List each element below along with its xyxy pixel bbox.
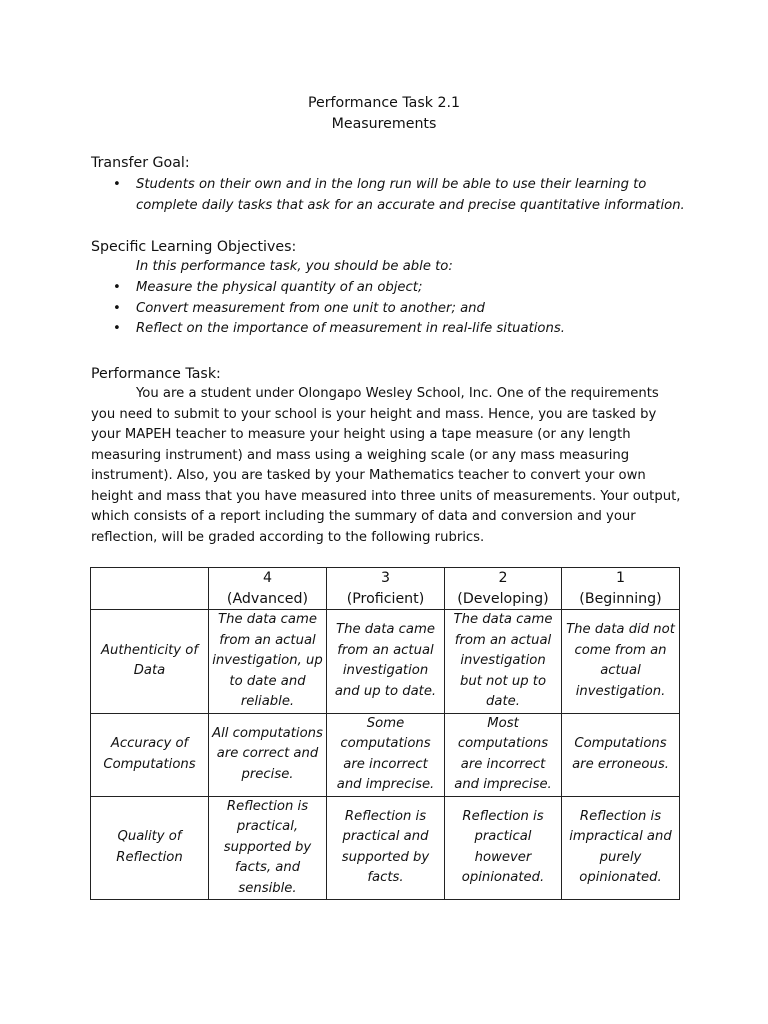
objectives-intro: In this performance task, you should be able to:: [136, 259, 453, 274]
objectives-list: [0, 278, 768, 340]
transfer-goal-text: Students on their own and in the long run will be able to use their learning to complete daily tasks that ask for an accurate and precise quantitative information.: [136, 177, 685, 213]
title-line-2: Measurements: [331, 116, 437, 132]
bullet-icon: •: [113, 300, 121, 316]
rubric-header-row: [91, 568, 680, 610]
level-number: 2: [498, 570, 508, 586]
transfer-goal-list: [0, 175, 768, 216]
rubric-cell: The data came from an actual investigation and up to date.: [327, 610, 445, 714]
transfer-goal-heading: Transfer Goal:: [91, 155, 190, 171]
bullet-icon: •: [113, 280, 121, 295]
level-number: 4: [262, 570, 273, 586]
rubric-cell: All computations are correct and precise.: [209, 713, 327, 796]
level-name: (Advanced): [226, 590, 309, 607]
bullet-icon: •: [113, 177, 121, 192]
level-number: 3: [380, 570, 391, 586]
table-row: [91, 610, 680, 714]
rubric-table: [90, 567, 680, 900]
rubric-cell: Reflection is impractical and purely opinionated.: [562, 796, 680, 900]
level-header: [562, 568, 680, 610]
criterion-cell: Quality of Reflection: [91, 796, 209, 900]
criterion-cell: Authenticity of Data: [91, 610, 209, 714]
rubric-cell: The data did not come from an actual investigation.: [562, 610, 680, 714]
table-row: [91, 713, 680, 796]
table-row: [91, 796, 680, 900]
objective-text: Measure the physical quantity of an object;: [136, 280, 423, 295]
rubric-cell: The data came from an actual investigation, up to date and reliable.: [209, 610, 327, 714]
rubric-cell: Computations are erroneous.: [562, 713, 680, 796]
rubric-cell: Reflection is practical, supported by facts, and sensible.: [209, 796, 327, 900]
title-line-1: Performance Task 2.1: [307, 95, 461, 111]
level-header: [445, 568, 562, 610]
level-name: (Proficient): [346, 590, 425, 607]
level-name: (Developing): [457, 590, 549, 607]
objectives-heading: Specific Learning Objectives:: [91, 239, 297, 255]
level-header: [209, 568, 327, 610]
list-item: [0, 175, 768, 216]
rubric-cell: Reflection is practical and supported by facts.: [327, 796, 445, 900]
list-item: [0, 299, 768, 320]
bullet-icon: •: [113, 321, 121, 336]
objective-text: Convert measurement from one unit to another; and: [136, 300, 485, 316]
performance-task-paragraph: You are a student under Olongapo Wesley School, Inc. One of the requirements you need to submit to your school is your height and mass. Hence, you are tasked by your MAPEH teacher to measure your height using a tape measure (or any length measuring instrument) and mass using a weighing scale (or any mass measuring instrument). Also, you are tasked by your Mathematics teacher to convert your own height and mass that you have measured into three units of measurements. Your output, which consists of a report including the summary of data and conversion and your reflection, will be graded according to the following rubrics.: [91, 386, 681, 545]
level-number: 1: [615, 570, 626, 586]
criterion-cell: Accuracy of Computations: [91, 713, 209, 796]
level-header: [327, 568, 445, 610]
level-name: (Beginning): [579, 590, 662, 607]
list-item: [0, 319, 768, 340]
rubric-cell: Some computations are incorrect and imprecise.: [327, 713, 445, 796]
document-title: [0, 93, 768, 135]
objective-text: Reflect on the importance of measurement in real-life situations.: [136, 321, 565, 336]
performance-task-heading: Performance Task:: [91, 366, 221, 382]
rubric-corner-cell: [91, 568, 209, 610]
rubric-cell: The data came from an actual investigation but not up to date.: [445, 610, 562, 714]
rubric-cell: Most computations are incorrect and imprecise.: [445, 713, 562, 796]
rubric-cell: Reflection is practical however opinionated.: [445, 796, 562, 900]
list-item: [0, 278, 768, 299]
